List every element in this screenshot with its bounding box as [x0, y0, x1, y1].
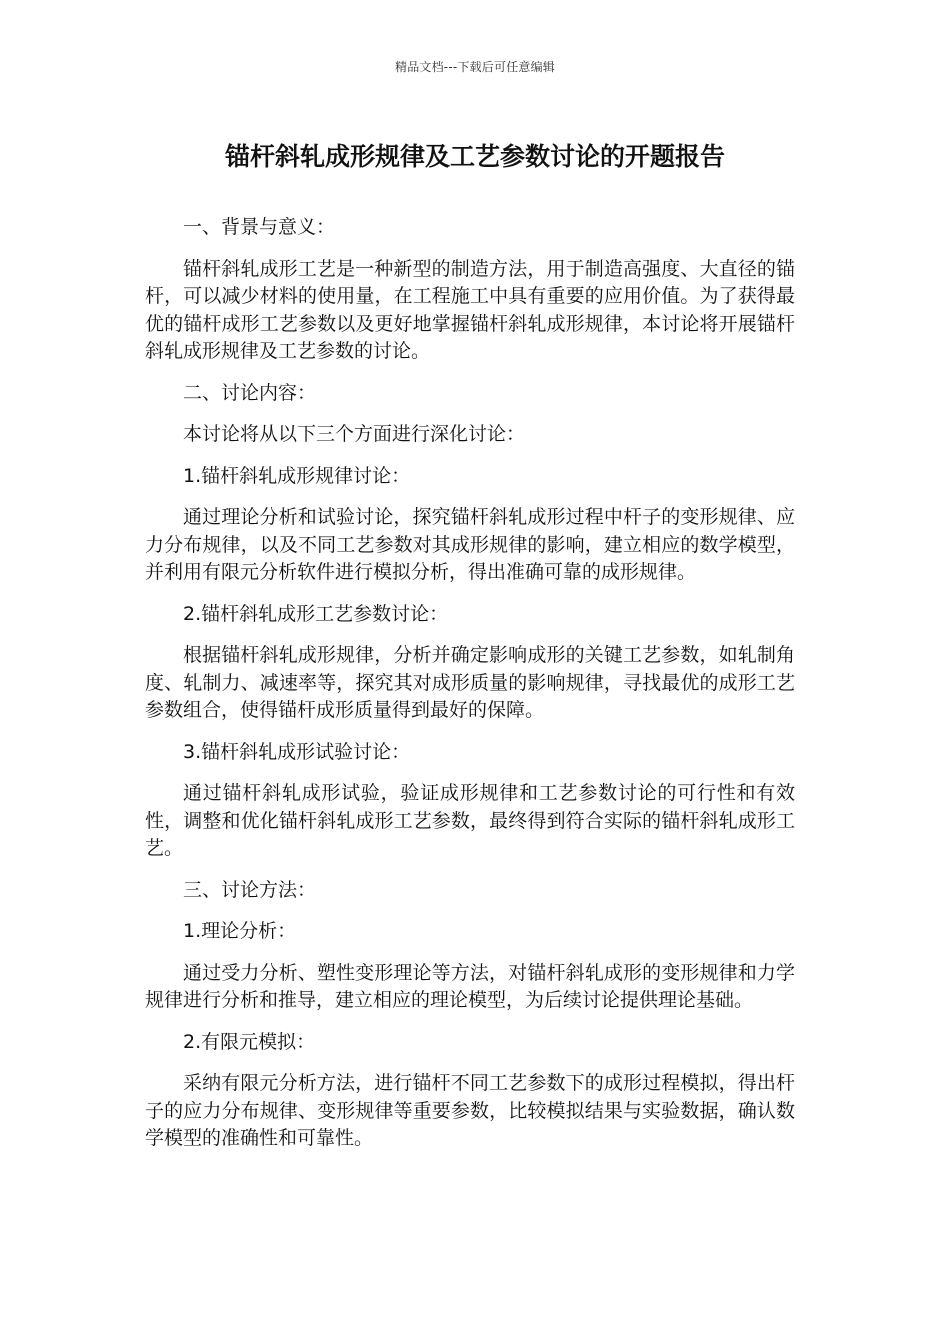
subheading-theory-analysis: 1.理论分析：: [183, 920, 297, 942]
subheading-forming-law: 1.锚杆斜轧成形规律讨论：: [183, 464, 411, 487]
section-heading-background: 一、背景与意义：: [183, 216, 336, 238]
content-intro: 本讨论将从以下三个方面进行深化讨论：: [183, 423, 526, 445]
paragraph-forming-law: 通过理论分析和试验讨论，探究锚杆斜轧成形过程中杆子的变形规律、应力分布规律，以及不同工艺参数对其成形规律的影响，建立相应的数学模型，并利用有限元分析软件进行模拟分析，得出准确可靠的成形规律。: [145, 506, 795, 583]
paragraph-process-parameters: 根据锚杆斜轧成形规律，分析并确定影响成形的关键工艺参数，如轧制角度、轧制力、减速率等，探究其对成形质量的影响规律，寻找最优的成形工艺参数组合，使得锚杆成形质量得到最好的保障。: [145, 644, 795, 721]
section-heading-methods: 三、讨论方法：: [183, 878, 317, 901]
subheading-process-parameters: 2.锚杆斜轧成形工艺参数讨论：: [183, 602, 449, 625]
document-title: 锚杆斜轧成形规律及工艺参数讨论的开题报告: [224, 142, 725, 171]
document-body: [145, 214, 795, 1167]
section-heading-content: 二、讨论内容：: [183, 381, 317, 404]
paragraph-background: 锚杆斜轧成形工艺是一种新型的制造方法，用于制造高强度、大直径的锚杆，可以减少材料的使用量，在工程施工中具有重要的应用价值。为了获得最优的锚杆成形工艺参数以及更好地掌握锚杆斜轧成形规律，本讨论将开展锚杆斜轧成形规律及工艺参数的讨论。: [145, 257, 795, 362]
paragraph-fem-simulation: 采纳有限元分析方法，进行锚杆不同工艺参数下的成形过程模拟，得出杆子的应力分布规律、变形规律等重要参数，比较模拟结果与实验数据，确认数学模型的准确性和可靠性。: [145, 1072, 795, 1149]
paragraph-forming-test: 通过锚杆斜轧成形试验，验证成形规律和工艺参数讨论的可行性和有效性，调整和优化锚杆斜轧成形工艺参数，最终得到符合实际的锚杆斜轧成形工艺。: [145, 782, 795, 859]
paragraph-theory-analysis: 通过受力分析、塑性变形理论等方法，对锚杆斜轧成形的变形规律和力学规律进行分析和推导，建立相应的理论模型，为后续讨论提供理论基础。: [145, 961, 795, 1011]
subheading-forming-test: 3.锚杆斜轧成形试验讨论：: [183, 740, 411, 763]
page-header: 精品文档---下载后可任意编辑: [395, 60, 555, 74]
subheading-fem-simulation: 2.有限元模拟：: [183, 1030, 316, 1053]
